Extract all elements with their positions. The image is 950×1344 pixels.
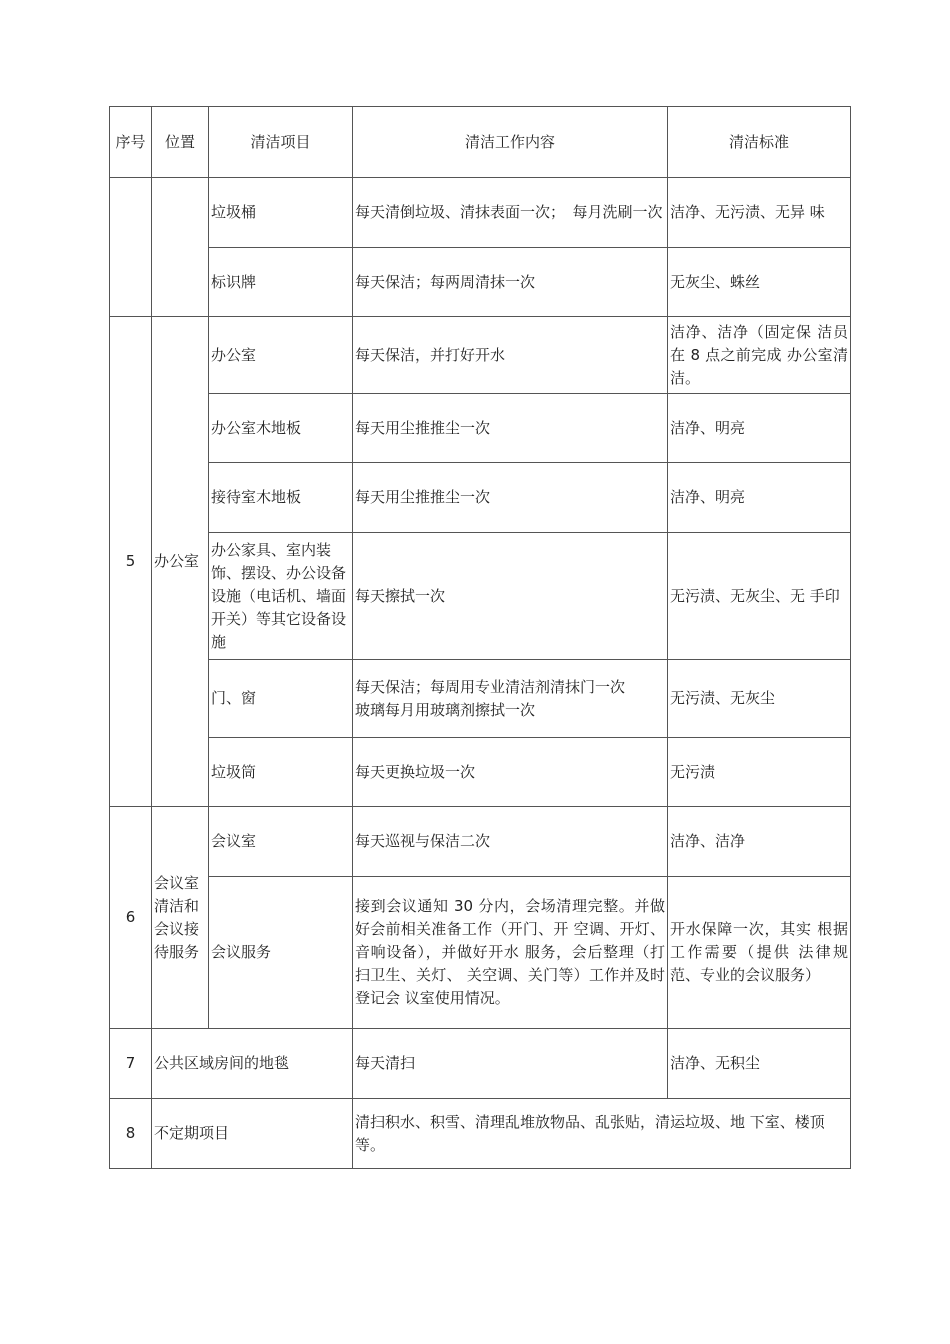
no-cell: 6 (110, 807, 152, 1029)
table-row (110, 178, 851, 248)
table-row (110, 807, 851, 877)
table-row (110, 738, 851, 807)
content-cell: 每天保洁；每两周清抹一次 (353, 248, 668, 317)
content-cell: 接到会议通知 30 分内，会场清理完整。并做好会前相关准备工作（开门、开 空调、开灯、音响设备），并做好开水 服务，会后整理（打扫卫生、关灯、 关空调、关门等）工作并及时登记会 议室使用情况。 (353, 877, 668, 1029)
standard-cell: 洁净、洁净（固定保 洁员在 8 点之前完成 办公室清洁。 (668, 317, 851, 394)
table-row (110, 317, 851, 394)
content-cell: 每天保洁，并打好开水 (353, 317, 668, 394)
standard-cell: 洁净、无污渍、无异 味 (668, 178, 851, 248)
content-cell: 每天擦拭一次 (353, 533, 668, 660)
item-cell: 办公家具、室内装饰、摆设、办公设备设施（电话机、墙面开关）等其它设备设施 (209, 533, 353, 660)
header-cell-location: 位置 (152, 107, 209, 178)
no-cell: 5 (110, 317, 152, 807)
standard-cell: 洁净、明亮 (668, 463, 851, 533)
standard-cell: 无污渍 (668, 738, 851, 807)
location-cell: 不定期项目 (152, 1099, 353, 1169)
content-cell: 每天更换垃圾一次 (353, 738, 668, 807)
content-cell: 每天巡视与保洁二次 (353, 807, 668, 877)
table-header-row (110, 107, 851, 178)
standard-cell: 洁净、洁净 (668, 807, 851, 877)
item-cell: 办公室木地板 (209, 394, 353, 463)
table-row (110, 394, 851, 463)
standard-cell: 开水保障一次，其实 根据工作需要（提供 法律规范、专业的会议服务） (668, 877, 851, 1029)
table-row (110, 660, 851, 738)
standard-cell: 洁净、无积尘 (668, 1029, 851, 1099)
item-cell: 会议室 (209, 807, 353, 877)
item-cell: 会议服务 (209, 877, 353, 1029)
table-row (110, 533, 851, 660)
header-cell-item: 清洁项目 (209, 107, 353, 178)
item-cell: 标识牌 (209, 248, 353, 317)
table-row (110, 1099, 851, 1169)
no-cell: 8 (110, 1099, 152, 1169)
location-cell: 办公室 (152, 317, 209, 807)
location-cell-empty (152, 178, 209, 317)
item-cell: 门、窗 (209, 660, 353, 738)
item-cell: 接待室木地板 (209, 463, 353, 533)
standard-cell: 无灰尘、蛛丝 (668, 248, 851, 317)
no-cell-empty (110, 178, 152, 317)
table-row (110, 248, 851, 317)
content-cell: 每天保洁；每周用专业清洁剂清抹门一次 玻璃每月用玻璃剂擦拭一次 (353, 660, 668, 738)
item-cell: 垃圾桶 (209, 178, 353, 248)
table-row (110, 1029, 851, 1099)
location-cell: 会议室清洁和会议接待服务 (152, 807, 209, 1029)
standard-cell: 洁净、明亮 (668, 394, 851, 463)
header-cell-no: 序号 (110, 107, 152, 178)
table-row (110, 877, 851, 1029)
header-cell-standard: 清洁标准 (668, 107, 851, 178)
content-cell: 每天用尘推推尘一次 (353, 463, 668, 533)
standard-cell: 无污渍、无灰尘 (668, 660, 851, 738)
standard-cell: 无污渍、无灰尘、无 手印 (668, 533, 851, 660)
location-cell: 公共区域房间的地毯 (152, 1029, 353, 1099)
content-cell: 清扫积水、积雪、清理乱堆放物品、乱张贴，清运垃圾、地 下室、楼顶等。 (353, 1099, 851, 1169)
content-cell: 每天用尘推推尘一次 (353, 394, 668, 463)
cleaning-standards-table (109, 106, 851, 1169)
content-cell: 每天清倒垃圾、清抹表面一次； 每月洗刷一次 (353, 178, 668, 248)
no-cell: 7 (110, 1029, 152, 1099)
table-row (110, 463, 851, 533)
header-cell-content: 清洁工作内容 (353, 107, 668, 178)
item-cell: 垃圾筒 (209, 738, 353, 807)
item-cell: 办公室 (209, 317, 353, 394)
content-cell: 每天清扫 (353, 1029, 668, 1099)
